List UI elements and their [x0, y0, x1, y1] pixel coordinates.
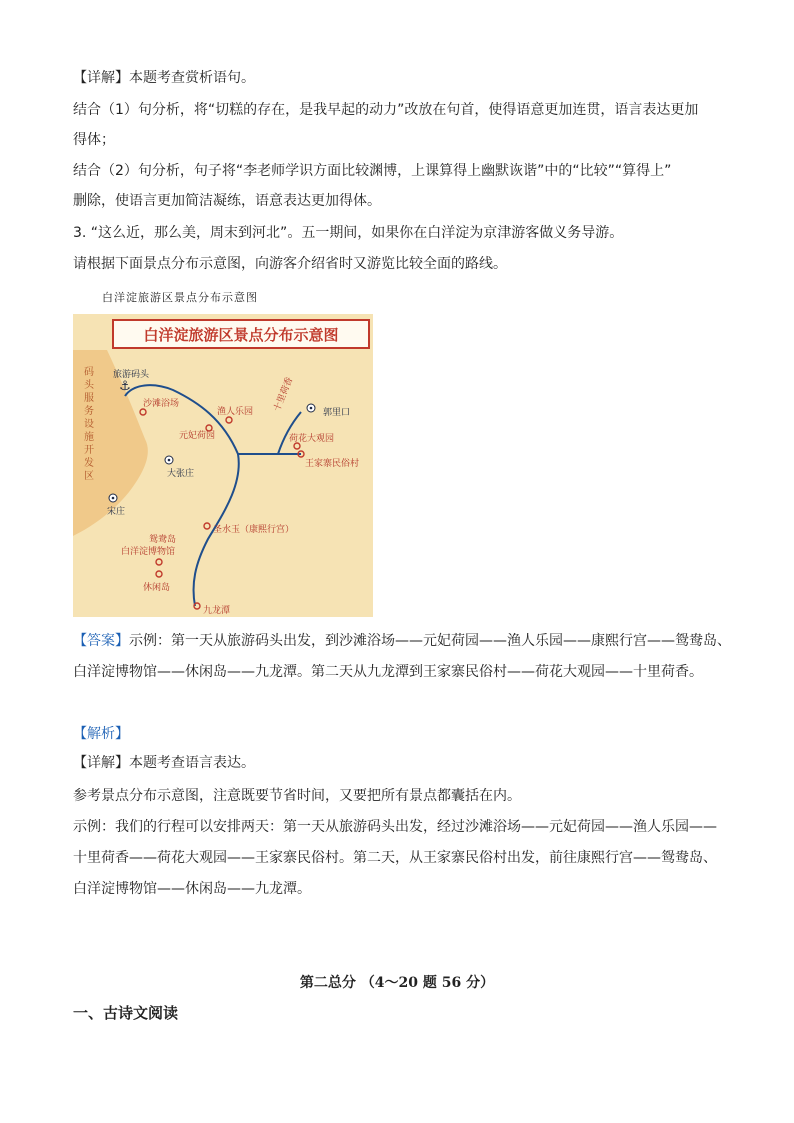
detail-line [73, 68, 255, 88]
label-hehua: 荷花大观园 [289, 434, 335, 444]
label-xiuxian: 休闲岛 [143, 583, 171, 593]
answer-text: 示例：第一天从旅游码头出发，到沙滩浴场——元妃荷园——渔人乐园——康熙行宫——鸳鸯岛、 [129, 633, 731, 649]
detail-text: 本题考查赏析语句。 [129, 70, 255, 86]
label-jiulong: 九龙潭 [203, 606, 231, 616]
map-caption: 白洋淀旅游区景点分布示意图 [102, 291, 258, 304]
detail-bracket: 【详解】 [73, 755, 129, 771]
detail-bracket: 【详解】 [73, 70, 129, 86]
label-dock: 旅游码头 [113, 370, 150, 380]
scenic-map [73, 314, 373, 617]
section-title: 第二总分 （4～20 题 56 分） [299, 975, 495, 991]
question-line: 请根据下面景点分布示意图，向游客介绍省时又游览比较全面的路线。 [73, 256, 507, 272]
analysis-line: 参考景点分布示意图，注意既要节省时间，又要把所有景点都囊括在内。 [73, 788, 521, 804]
label-shengshui: 圣水玉（康熙行宫） [213, 525, 295, 535]
map-title: 白洋淀旅游区景点分布示意图 [143, 326, 339, 344]
answer-line [73, 631, 731, 651]
label-dazhang: 大张庄 [167, 469, 195, 479]
detail-text: 本题考查语言表达。 [129, 755, 255, 771]
point-song-dot [112, 497, 115, 500]
label-guoli: 郭里口 [323, 408, 351, 418]
label-fisher: 渔人乐园 [217, 407, 254, 417]
text-line: 结合（1）句分析，将“切糕的存在，是我早起的动力”改放在句首，使得语意更加连贯，语言表达更加 [73, 102, 699, 118]
answer-line: 白洋淀博物馆——休闲岛——九龙潭。第二天从九龙潭到王家寨民俗村——荷花大观园——十里荷香。 [73, 664, 703, 680]
anchor-icon: ⚓ [119, 379, 131, 394]
label-wangjia: 王家寨民俗村 [305, 459, 360, 469]
zone-label: 码头服务设施开发区 [81, 366, 93, 483]
text-line: 删除，使语言更加简洁凝练，语意表达更加得体。 [73, 193, 381, 209]
label-yuanfei: 元妃荷园 [179, 431, 216, 441]
analysis-head: 【解析】 [73, 726, 129, 742]
point-guoli-dot [310, 407, 313, 410]
text-line: 得体； [73, 132, 115, 148]
question-line: 3. “这么近，那么美，周末到河北”。五一期间，如果你在白洋淀为京津游客做义务导游。 [73, 225, 624, 241]
label-song: 宋庄 [107, 507, 126, 517]
label-museum: 白洋淀博物馆 [121, 547, 176, 557]
answer-bracket: 【答案】 [73, 633, 129, 649]
analysis-line: 十里荷香——荷花大观园——王家寨民俗村。第二天，从王家寨民俗村出发，前往康熙行宫——鸳鸯岛、 [73, 850, 717, 866]
label-beach: 沙滩浴场 [143, 399, 180, 409]
label-yuanyang: 鸳鸯岛 [149, 535, 177, 545]
detail-line [73, 753, 255, 773]
label-shili: 十里荷香 [272, 375, 296, 414]
analysis-line: 示例：我们的行程可以安排两天：第一天从旅游码头出发，经过沙滩浴场——元妃荷园——渔人乐园—— [73, 819, 717, 835]
section-heading: 一、古诗文阅读 [73, 1004, 179, 1022]
text-line: 结合（2）句分析，句子将“李老师学识方面比较渊博，上课算得上幽默诙谐”中的“比较”“算得上” [73, 163, 672, 179]
analysis-line: 白洋淀博物馆——休闲岛——九龙潭。 [73, 881, 311, 897]
point-dazhang-dot [168, 459, 171, 462]
